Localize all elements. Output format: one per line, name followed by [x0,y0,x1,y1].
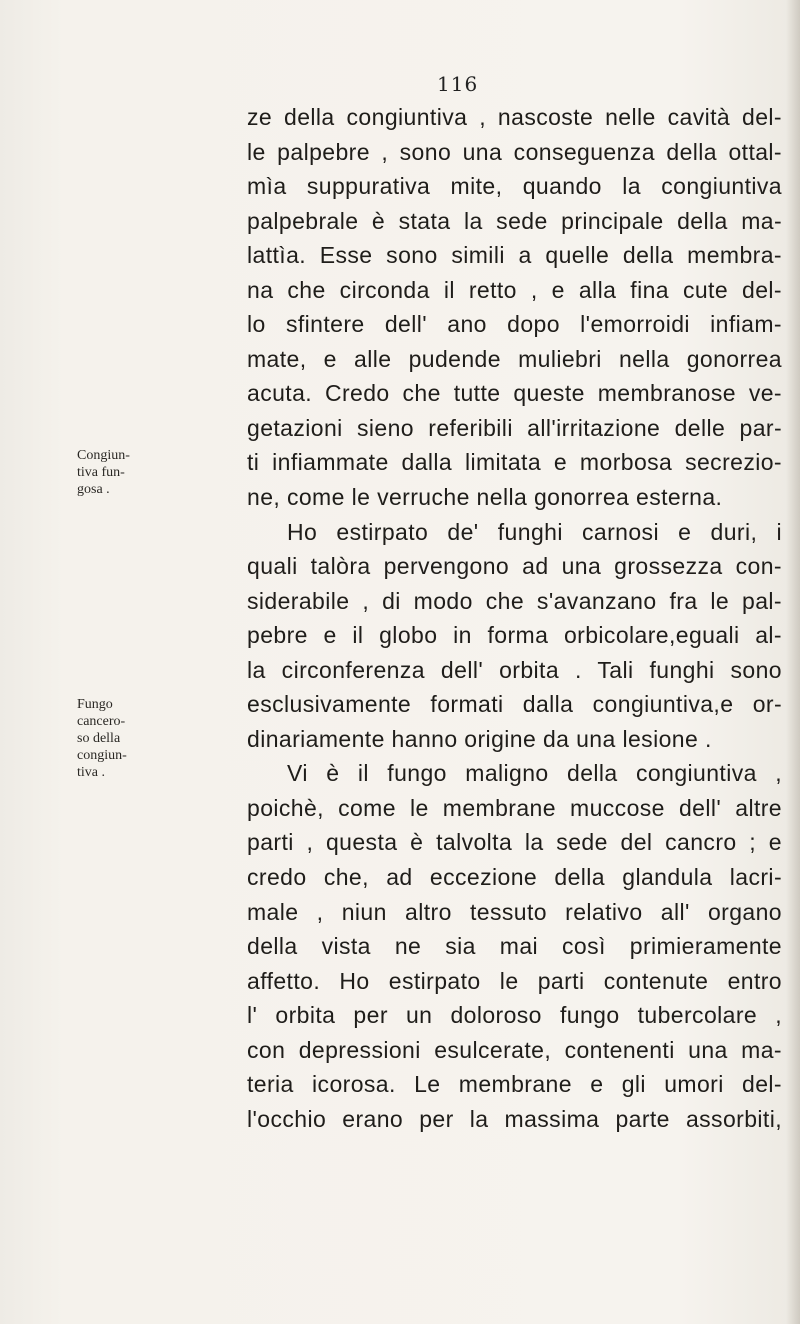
text-line: lo sfintere dell' ano dopo l'emorroidi infiam- [247,311,782,338]
body-text [247,100,782,1136]
margin-note-line: so della [77,731,121,746]
text-line: na che circonda il retto , e alla fina cute del- [247,276,782,303]
text-line: teria icorosa. Le membrane e gli umori del- [247,1071,782,1098]
text-line: la circonferenza dell' orbita . Tali funghi sono [247,656,782,683]
text-line: con depressioni esulcerate, contenenti una ma- [247,1036,782,1063]
margin-note-line: Fungo [77,697,113,712]
text-line: parti , questa è talvolta la sede del cancro ; e [247,829,782,856]
text-line: siderabile , di modo che s'avanzano fra le pal- [247,587,782,614]
text-line: le palpebre , sono una conseguenza della ottal- [247,138,782,165]
text-line: lattìa. Esse sono simili a quelle della membra- [247,242,782,269]
margin-note-fungo-canceroso [77,696,157,781]
text-line: Vi è il fungo maligno della congiuntiva , [287,760,782,787]
text-line: ze della congiuntiva , nascoste nelle cavità del- [247,104,782,130]
text-line: getazioni sieno referibili all'irritazione delle par- [247,414,782,441]
margin-note-line: tiva fun- [77,465,125,480]
text-line: Ho estirpato de' funghi carnosi e duri, i [287,518,782,545]
margin-note-line: gosa . [77,482,110,497]
page-edge-shadow [786,0,800,1324]
text-line: mìa suppurativa mite, quando la congiuntiva [247,173,782,200]
text-line: esclusivamente formati dalla congiuntiva,e or- [247,691,782,718]
text-line: dinariamente hanno origine da una lesione . [247,725,712,752]
margin-note-congiuntiva-fungosa [77,447,157,498]
text-line: l'occhio erano per la massima parte assorbiti, [247,1105,782,1132]
text-line: acuta. Credo che tutte queste membranose ve- [247,380,782,407]
text-line: quali talòra pervengono ad una grossezza con- [247,553,782,580]
margin-note-line: cancero- [77,714,126,729]
margin-note-line: congiun- [77,748,127,763]
margin-note-line: Congiun- [77,448,130,463]
text-line: l' orbita per un doloroso fungo tubercolare , [247,1002,782,1029]
text-line: palpebrale è stata la sede principale della ma- [247,207,782,234]
text-line: affetto. Ho estirpato le parti contenute entro [247,967,782,994]
page-number: 116 [437,72,479,96]
text-line: pebre e il globo in forma orbicolare,eguali al- [247,622,782,649]
text-line: mate, e alle pudende muliebri nella gonorrea [247,345,782,372]
text-line: credo che, ad eccezione della glandula lacri- [247,864,782,891]
text-line: della vista ne sia mai così primieramente [247,933,782,960]
text-line: male , niun altro tessuto relativo all' organo [247,898,782,925]
text-line: poichè, come le membrane muccose dell' altre [247,794,782,821]
text-line: ne, come le verruche nella gonorrea esterna. [247,484,723,511]
text-line: ti infiammate dalla limitata e morbosa secrezio- [247,449,782,476]
margin-note-line: tiva . [77,765,105,780]
